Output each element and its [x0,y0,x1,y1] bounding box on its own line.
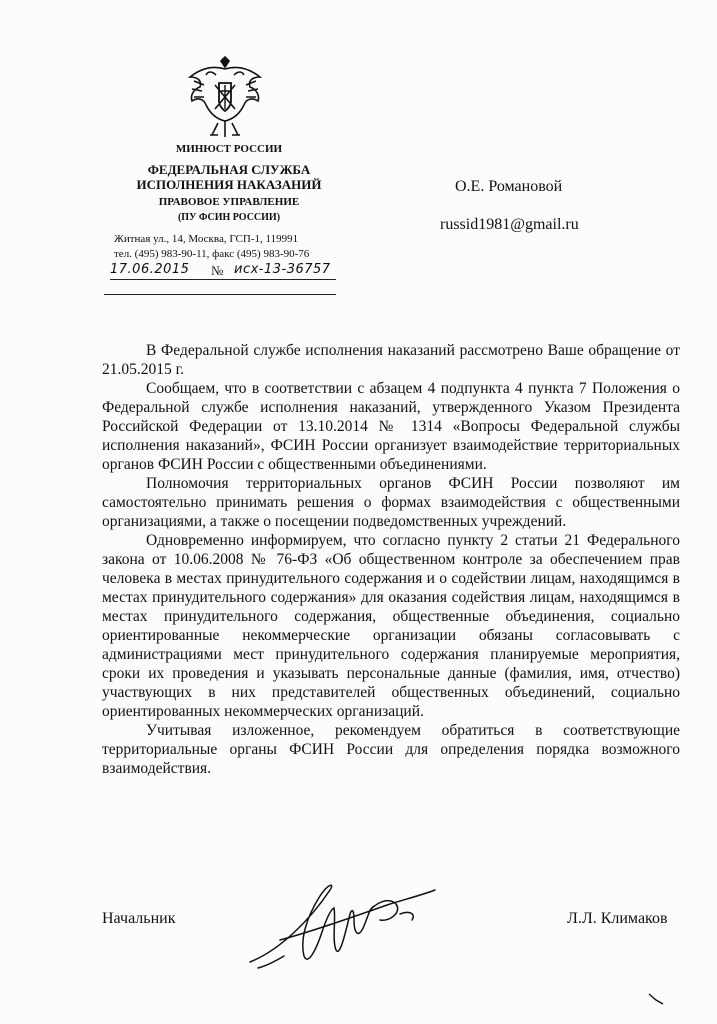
department-name-line1: ПРАВОВОЕ УПРАВЛЕНИЕ [158,196,300,208]
sender-phones: тел. (495) 983-90-11, факс (495) 983-90-76 [114,248,310,260]
service-name-line2: ИСПОЛНЕНИЯ НАКАЗАНИЙ [136,177,322,192]
registration-date: 17.06.2015 [110,262,190,277]
handwritten-signature-icon [240,870,440,980]
department-name-line2: (ПУ ФСИН РОССИИ) [177,212,281,223]
service-name [104,162,354,192]
registration-underline [110,279,336,280]
body-paragraph: Учитывая изложенное, рекомендуем обратиться в соответствующие территориальные органы ФСИН России для определения порядка возможного взаимодействия. [102,722,680,777]
letter-body [102,341,680,778]
ministry-name: МИНЮСТ РОССИИ [175,143,283,155]
body-paragraph: Полномочия территориальных органов ФСИН России позволяют им самостоятельно принимать решения о формах взаимодействия с общественными организациями, а также о посещении подведомственных учреждений. [102,475,680,530]
body-paragraph: В Федеральной службе исполнения наказаний рассмотрено Ваше обращение от 21.05.2015 г. [102,342,680,378]
sender-address: Житная ул., 14, Москва, ГСП-1, 119991 [114,233,299,245]
double-headed-eagle-emblem-icon [182,55,268,141]
department-name [104,195,354,225]
recipient-name: О.Е. Романовой [455,178,563,195]
signer-title: Начальник [102,910,176,927]
body-paragraph: Сообщаем, что в соответствии с абзацем 4 подпункта 4 пункта 7 Положения о Федеральной службе исполнения наказаний, утвержденного Указом Президента Российской Федерации от 13.10.2014 № 1314 «Вопросы Федеральной службы исполнения наказаний», ФСИН России организует взаимодействие территориальных органов ФСИН России с общественными объединениями. [102,380,680,473]
body-paragraph: Одновременно информируем, что согласно пункту 2 статьи 21 Федерального закона от 10.06.2008 № 76-ФЗ «Об общественном контроле за обеспечением прав человека в местах принудительного содержания и о содействии лицам, находящимся в местах принудительного содержания» для оказания содействия лицам, находящимся в местах принудительного содержания, общественные объединения, социально ориентированные некоммерческие организации обязаны согласовывать с администрациями мест принудительного содержания планируемые мероприятия, сроки их проведения и указывать персональные данные (фамилия, имя, отчество) участвующих в них представителей общественных объединений, социально ориентированных некоммерческих организаций. [102,532,680,720]
signer-name: Л.Л. Климаков [567,910,668,927]
registration-number-label: № [211,263,224,278]
check-mark-icon [646,988,666,1008]
recipient-email: russid1981@gmail.ru [440,216,579,233]
service-name-line1: ФЕДЕРАЛЬНАЯ СЛУЖБА [147,162,311,177]
registration-number: исх-13-36757 [234,262,331,277]
header-separator [104,294,336,295]
